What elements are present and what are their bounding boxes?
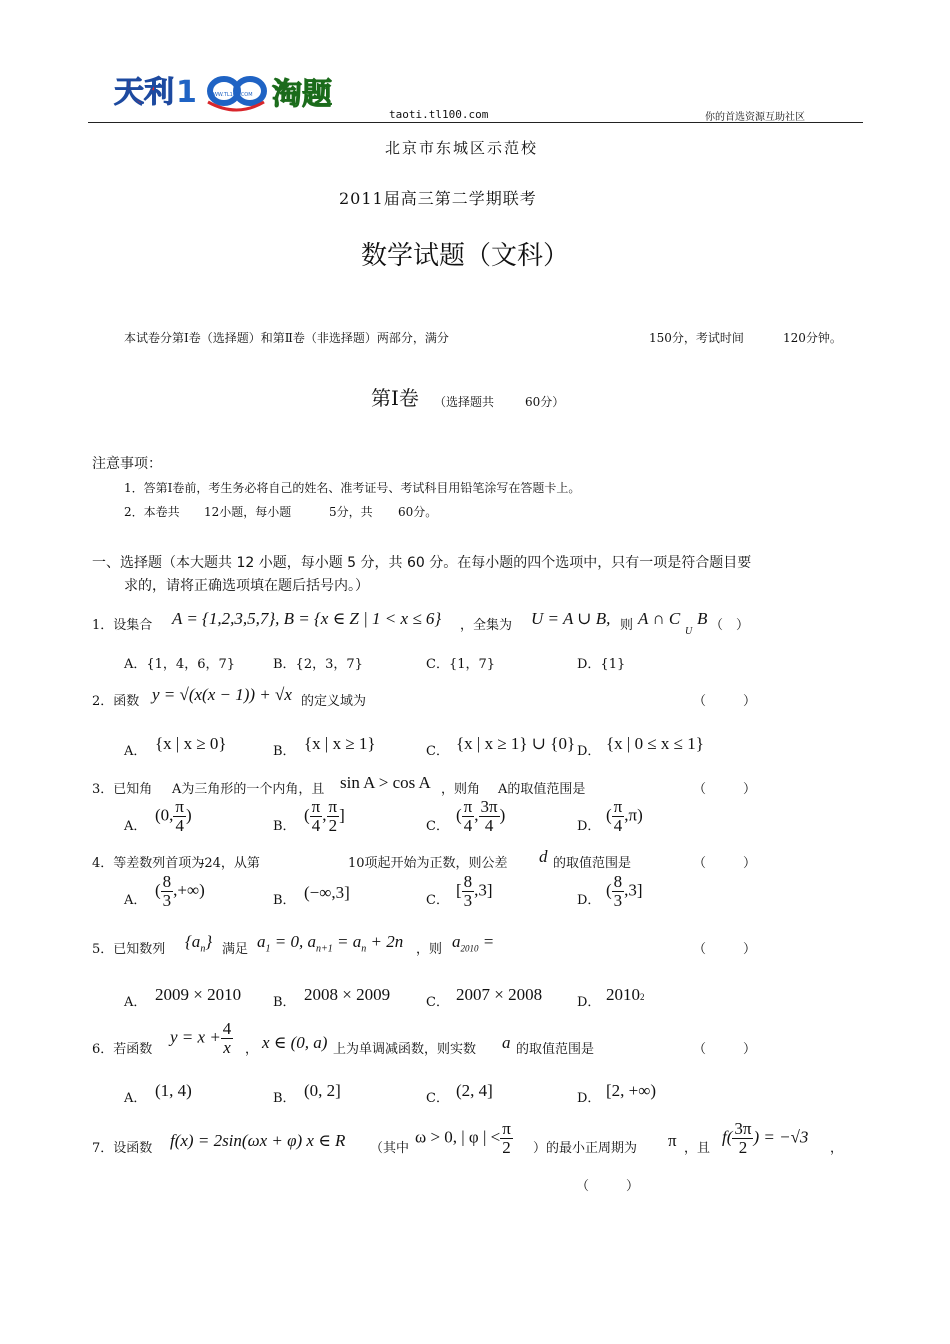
q4-num: 4．等差数列首项为 [92, 856, 205, 871]
q1-option-a: A．{1，4，6，7} [124, 657, 236, 672]
q2-option-d: D． [577, 744, 601, 759]
q7-var: π [668, 1131, 677, 1150]
q3-tail: ，则角 [441, 782, 481, 797]
q4-option-d: D． [577, 893, 601, 908]
q4-option-d-expr: ( $\frac{8}{3}$ ,3] [606, 872, 643, 910]
q6-num: 6．若函数 [92, 1042, 153, 1057]
notes-item2a: 2．本卷共 [124, 505, 180, 519]
q5-option-c: C． [426, 995, 449, 1010]
q4-paren-right: ） [743, 856, 757, 871]
q3-option-c: C． [426, 819, 449, 834]
q2-tail: 的定义域为 [301, 694, 367, 709]
title-school: 北京市东城区示范校 [385, 139, 539, 157]
q6-option-d: D． [577, 1091, 601, 1106]
q4-option-a-expr: ( $\frac{8}{3}$ ,+∞) [155, 872, 205, 910]
q3-option-a-expr: (0, $\frac{\pi}{4}$ ) [155, 797, 192, 835]
q1-expr3: A ∩ C [638, 609, 681, 628]
intro-score: 150分，考试时间 [649, 331, 744, 345]
q5-option-b: B． [273, 995, 296, 1010]
q4-paren-left: （ [693, 856, 707, 871]
q6-expr: y = x + $\frac{4}{x}$ [170, 1019, 232, 1057]
q2-option-a: A． [124, 744, 147, 759]
q4-text: -24，从第 [200, 856, 260, 871]
notes-item2b: 12小题，每小题 [204, 505, 292, 519]
q7-expr: f(x) = 2sin(ωx + φ) x ∈ R [170, 1131, 346, 1150]
q5-option-d: D． [577, 995, 601, 1010]
q5-recurrence: $a_1 = 0$, $a_{n+1} = a_n + 2n$ [257, 932, 404, 955]
q6-expr2: x ∈ (0, a) [262, 1033, 328, 1052]
q5-text: 满足 [222, 942, 249, 957]
q5-target: $a_{2010}$ = [452, 932, 495, 954]
q4-var: d [539, 847, 548, 866]
q4-option-c: C． [426, 893, 449, 908]
q2-paren-left: （ [693, 694, 707, 709]
part1-pts: 60分） [525, 395, 565, 409]
q3-tail2: A的取值范围是 [498, 782, 586, 797]
q1-num: 1．设集合 [92, 618, 153, 633]
q1-expr2: U = A ∪ B, [531, 609, 611, 628]
header-slogan: 你的首选资源互助社区 [705, 112, 805, 123]
q5-option-a-expr: 2009 × 2010 [155, 985, 242, 1004]
q7-text: （其中 [370, 1141, 410, 1156]
q1-expr4: B [697, 609, 708, 628]
q6-text: 上为单调减函数，则实数 [333, 1042, 477, 1057]
section1-line2: 求的，请将正确选项填在题后括号内。） [124, 578, 369, 594]
tianli100-logo [112, 66, 342, 112]
q2-num: 2．函数 [92, 694, 140, 709]
q6-option-c: C． [426, 1091, 449, 1106]
q3-paren-right: ） [743, 782, 757, 797]
q2-option-c: C． [426, 744, 449, 759]
title-exam: 2011届高三第二学期联考 [339, 189, 537, 208]
notes-title: 注意事项： [92, 456, 162, 472]
q2-option-a-expr: {x | x ≥ 0} [155, 734, 227, 753]
q2-option-c-expr: {x | x ≥ 1} ∪ {0} [456, 734, 576, 753]
q5-option-a: A． [124, 995, 147, 1010]
notes-item2d: 60分。 [398, 505, 438, 519]
q6-tail: 的取值范围是 [516, 1042, 595, 1057]
part1-label: 第Ⅰ卷 [371, 386, 419, 410]
q7-text2: ）的最小正周期为 [533, 1141, 638, 1156]
q5-tail: ，则 [416, 942, 443, 957]
q7-expr2: ω > 0, | φ | < $\frac{\pi}{2}$ [415, 1119, 511, 1157]
header-divider [88, 122, 863, 123]
svg-text:淘题: 淘题 [272, 77, 332, 112]
section1-line1: 一、选择题（本大题共 12 小题，每小题 5 分，共 60 分。在每小题的四个选项中，只有一项是符合题目要 [92, 555, 752, 571]
q3-option-d-expr: ( $\frac{\pi}{4}$ ,π) [606, 797, 643, 835]
q7-paren-right: ） [626, 1179, 640, 1194]
q3-num: 3．已知角 [92, 782, 153, 797]
q5-option-c-expr: 2007 × 2008 [456, 985, 543, 1004]
q1-option-b: B．{2，3，7} [273, 657, 363, 672]
q6-option-b-expr: (0, 2] [304, 1081, 341, 1100]
intro-text: 本试卷分第Ⅰ卷（选择题）和第Ⅱ卷（非选择题）两部分，满分 [124, 331, 449, 345]
q4-tail: 的取值范围是 [553, 856, 632, 871]
header-url: taoti.tl100.com [389, 108, 489, 121]
q7-tail: ， [830, 1141, 844, 1156]
q7-num: 7．设函数 [92, 1141, 153, 1156]
q7-paren-left: （ [576, 1179, 590, 1194]
q3-expr: sin A > cos A [340, 773, 431, 792]
q5-option-d-expr: 20102 [606, 985, 645, 1004]
q6-var: a [502, 1033, 511, 1052]
q6-paren-right: ） [743, 1042, 757, 1057]
q4-option-b-expr: (−∞,3] [304, 883, 350, 902]
q2-option-b-expr: {x | x ≥ 1} [304, 734, 376, 753]
q1-option-d: D．{1} [577, 657, 626, 672]
q6-option-a-expr: (1, 4) [155, 1081, 192, 1100]
q6-paren-left: （ [693, 1042, 707, 1057]
q3-option-d: D． [577, 819, 601, 834]
q3-text: A为三角形的一个内角，且 [172, 782, 325, 797]
notes-item1: 1．答第Ⅰ卷前，考生务必将自己的姓名、准考证号、考试科目用铅笔涂写在答题卡上。 [124, 481, 581, 495]
q5-paren-right: ） [743, 942, 757, 957]
q4-option-c-expr: [ $\frac{8}{3}$ ,3] [456, 872, 493, 910]
q3-option-a: A． [124, 819, 147, 834]
q4-text2: 10项起开始为正数，则公差 [348, 856, 508, 871]
q5-paren-left: （ [693, 942, 707, 957]
q6-option-c-expr: (2, 4] [456, 1081, 493, 1100]
q3-option-b: B． [273, 819, 296, 834]
q3-option-c-expr: ( $\frac{\pi}{4}$ , $\frac{3\pi}{4}$ ) [456, 797, 506, 835]
intro-time: 120分钟。 [783, 331, 842, 345]
q6-option-b: B． [273, 1091, 296, 1106]
q2-option-b: B． [273, 744, 296, 759]
q3-option-b-expr: ( $\frac{\pi}{4}$ , $\frac{\pi}{2}$ ] [304, 797, 345, 835]
q6-option-a: A． [124, 1091, 147, 1106]
svg-text:WWW.TL100.COM: WWW.TL100.COM [208, 92, 253, 98]
notes-item2c: 5分，共 [329, 505, 373, 519]
part1-sub: （选择题共 [434, 395, 495, 409]
q7-expr3: f( $\frac{3\pi}{2}$ ) = −√3 [722, 1119, 809, 1157]
q7-text3: ，且 [684, 1141, 711, 1156]
q1-mid: ，全集为 [460, 618, 513, 633]
q6-option-d-expr: [2, +∞) [606, 1081, 657, 1100]
q1-sub: U [685, 626, 693, 637]
svg-text:天利: 天利 [114, 75, 174, 110]
q1-paren: （ ） [710, 618, 750, 633]
svg-text:1: 1 [176, 75, 197, 110]
title-main: 数学试题（文科） [361, 241, 570, 271]
q3-paren-left: （ [693, 782, 707, 797]
q2-paren-right: ） [743, 694, 757, 709]
q1-option-c: C．{1，7} [426, 657, 496, 672]
q5-num: 5．已知数列 [92, 942, 166, 957]
q5-var: $\{a_n\}$ [185, 932, 213, 955]
q5-option-b-expr: 2008 × 2009 [304, 985, 391, 1004]
q4-option-a: A． [124, 893, 147, 908]
q2-option-d-expr: {x | 0 ≤ x ≤ 1} [606, 734, 704, 753]
q4-option-b: B． [273, 893, 296, 908]
q6-mid: ， [245, 1042, 259, 1057]
q1-expr: A = {1,2,3,5,7}, B = {x ∈ Z | 1 < x ≤ 6} [172, 609, 442, 628]
q2-expr: y = √(x(x − 1)) + √x [152, 685, 292, 704]
q1-tail: 则 [620, 618, 634, 633]
